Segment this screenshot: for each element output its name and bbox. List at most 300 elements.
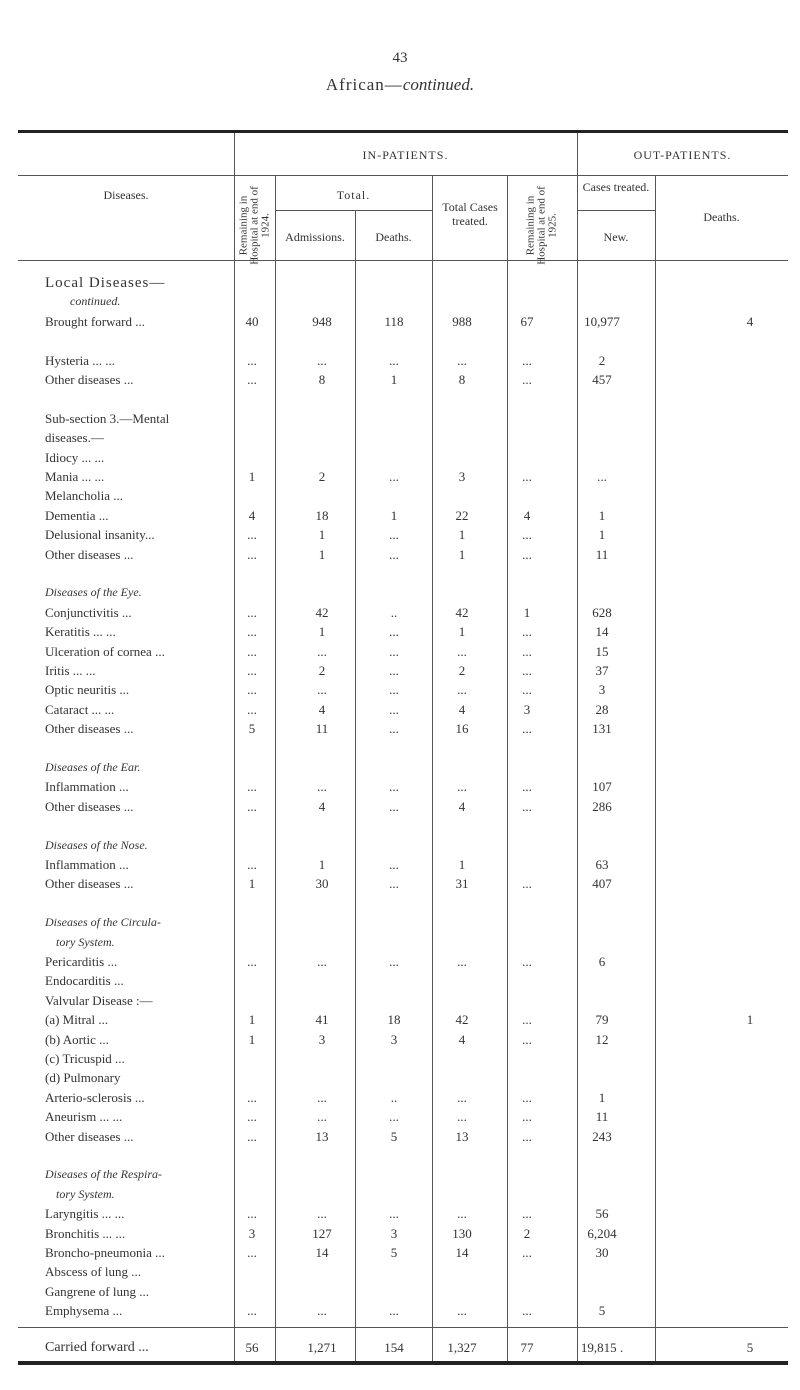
table-cell: ... bbox=[522, 682, 532, 698]
row-label: (c) Tricuspid ... bbox=[45, 1051, 125, 1066]
table-cell: 42 bbox=[455, 1012, 469, 1028]
table-row bbox=[0, 993, 800, 1013]
table-cell: ... bbox=[247, 372, 257, 387]
row-label: Inflammation ... bbox=[45, 779, 129, 795]
table-cell: ... bbox=[457, 1206, 467, 1222]
table-cell: 4 bbox=[458, 701, 466, 717]
table-cell: 118 bbox=[384, 313, 404, 329]
table-cell: 37 bbox=[595, 663, 609, 678]
table-cell: 30 bbox=[595, 1245, 609, 1260]
table-row bbox=[0, 430, 800, 450]
table-cell: 1 bbox=[390, 372, 398, 387]
table-cell: 1 bbox=[598, 1089, 606, 1105]
row-label: Other diseases ... bbox=[45, 1128, 134, 1144]
table-cell: 1 bbox=[458, 857, 466, 872]
table-row bbox=[0, 469, 800, 489]
table-cell: ... bbox=[247, 682, 257, 698]
table-cell: 12 bbox=[595, 1031, 609, 1047]
total-cell: 19,815 . bbox=[580, 1340, 624, 1355]
table-cell: ... bbox=[389, 546, 399, 562]
table-cell: ... bbox=[247, 1206, 257, 1222]
row-label: Diseases of the Nose. bbox=[45, 837, 148, 852]
table-cell: 4 bbox=[458, 1031, 466, 1047]
table-cell: 10,977 bbox=[584, 313, 620, 329]
table-cell: ... bbox=[247, 1128, 257, 1144]
remaining-1925-header: Remaining in Hospital at end of 1925. bbox=[524, 186, 559, 265]
table-cell: ... bbox=[597, 469, 607, 484]
row-label: Diseases of the Eye. bbox=[45, 585, 142, 600]
table-cell: ... bbox=[389, 1206, 399, 1222]
table-cell: ... bbox=[389, 954, 399, 969]
table-row bbox=[0, 741, 800, 761]
table-row bbox=[0, 333, 800, 353]
table-cell: ... bbox=[522, 1012, 532, 1028]
table-row bbox=[0, 818, 800, 838]
table-cell: 6,204 bbox=[587, 1225, 617, 1241]
row-label: Emphysema ... bbox=[45, 1303, 123, 1319]
table-cell: 1 bbox=[598, 507, 606, 523]
table-cell: ... bbox=[457, 1089, 467, 1105]
table-cell: ... bbox=[522, 352, 532, 368]
table-row bbox=[0, 314, 800, 334]
table-cell: ... bbox=[389, 663, 399, 678]
table-row bbox=[0, 663, 800, 683]
cases-subheader-divider bbox=[577, 210, 655, 211]
table-row bbox=[0, 682, 800, 702]
row-label: Broncho-pneumonia ... bbox=[45, 1245, 165, 1260]
table-cell: 42 bbox=[455, 604, 469, 620]
table-cell: 2 bbox=[598, 352, 606, 368]
table-cell: ... bbox=[522, 643, 532, 659]
row-label: Pericarditis ... bbox=[45, 954, 118, 969]
table-cell: ... bbox=[389, 643, 399, 659]
table-cell: 6 bbox=[598, 954, 606, 969]
table-cell: ... bbox=[389, 876, 399, 892]
table-cell: 1 bbox=[318, 527, 326, 543]
row-label: Sub-section 3.—Mental bbox=[45, 410, 170, 426]
table-cell: 407 bbox=[592, 876, 612, 892]
row-label: Other diseases ... bbox=[45, 372, 134, 387]
table-cell: 1 bbox=[318, 546, 326, 562]
total-cases-treated-header: Total Cases treated. bbox=[442, 200, 498, 228]
table-row bbox=[0, 838, 800, 858]
row-label: Diseases of the Ear. bbox=[45, 760, 141, 774]
table-cell: 3 bbox=[390, 1031, 398, 1047]
table-cell: 3 bbox=[458, 469, 466, 484]
table-cell: 31 bbox=[455, 876, 469, 892]
table-cell: ... bbox=[247, 546, 257, 562]
table-cell: ... bbox=[522, 954, 532, 969]
table-cell: ... bbox=[317, 779, 327, 795]
table-cell: 3 bbox=[318, 1031, 326, 1047]
table-cell: ... bbox=[247, 1089, 257, 1105]
table-cell: 30 bbox=[315, 876, 329, 892]
table-row bbox=[0, 876, 800, 896]
table-row bbox=[0, 1206, 800, 1226]
table-cell: ... bbox=[522, 876, 532, 892]
total-cell: 5 bbox=[746, 1340, 754, 1355]
row-label: Hysteria ... ... bbox=[45, 352, 116, 368]
cases-treated-header: Cases treated. bbox=[582, 180, 650, 194]
row-label: Idiocy ... ... bbox=[45, 449, 105, 465]
bottom-rule bbox=[18, 1361, 788, 1365]
deaths-header: Deaths. bbox=[375, 230, 412, 244]
table-cell: ... bbox=[522, 469, 532, 484]
table-cell: 1 bbox=[318, 857, 326, 872]
row-label: Dementia ... bbox=[45, 507, 109, 523]
table-row bbox=[0, 1226, 800, 1246]
table-cell: ... bbox=[522, 721, 532, 737]
table-cell: ... bbox=[389, 857, 399, 872]
row-label: Conjunctivitis ... bbox=[45, 604, 132, 620]
table-cell: 14 bbox=[595, 624, 609, 640]
table-row bbox=[0, 294, 800, 314]
row-label: Valvular Disease :— bbox=[45, 992, 153, 1008]
admissions-header: Admissions. bbox=[285, 230, 345, 244]
table-cell: ... bbox=[457, 682, 467, 698]
table-cell: 1 bbox=[390, 507, 398, 523]
total-header: Total. bbox=[336, 188, 371, 202]
table-cell: ... bbox=[522, 1109, 532, 1125]
table-row bbox=[0, 547, 800, 567]
row-label: Mania ... ... bbox=[45, 469, 105, 484]
table-row bbox=[0, 1051, 800, 1071]
table-cell: ... bbox=[247, 352, 257, 368]
total-cell: 1,271 bbox=[307, 1340, 337, 1355]
table-cell: 1 bbox=[248, 1031, 256, 1047]
table-cell: ... bbox=[247, 604, 257, 620]
table-cell: ... bbox=[389, 779, 399, 795]
total-cell: 56 bbox=[245, 1340, 259, 1355]
table-row bbox=[0, 1167, 800, 1187]
table-row bbox=[0, 1264, 800, 1284]
table-cell: 5 bbox=[390, 1128, 398, 1144]
table-cell: 4 bbox=[248, 507, 256, 523]
table-cell: 131 bbox=[592, 721, 612, 737]
table-cell: ... bbox=[522, 1303, 532, 1319]
table-cell: ... bbox=[522, 624, 532, 640]
table-row bbox=[0, 1187, 800, 1207]
row-label: Bronchitis ... ... bbox=[45, 1225, 126, 1241]
table-cell: 5 bbox=[598, 1303, 606, 1319]
table-cell: ... bbox=[522, 663, 532, 678]
table-cell: 40 bbox=[245, 313, 259, 329]
table-cell: 18 bbox=[315, 507, 329, 523]
row-label: diseases.— bbox=[45, 430, 104, 446]
table-cell: 41 bbox=[315, 1012, 329, 1028]
table-cell: ... bbox=[389, 721, 399, 737]
row-label: continued. bbox=[70, 294, 121, 309]
table-cell: 5 bbox=[248, 721, 256, 737]
table-row bbox=[0, 857, 800, 877]
table-cell: ... bbox=[522, 1206, 532, 1222]
in-patients-header: IN-PATIENTS. bbox=[362, 148, 449, 162]
table-cell: 3 bbox=[523, 701, 531, 717]
table-cell: ... bbox=[522, 546, 532, 562]
table-cell: ... bbox=[247, 663, 257, 678]
table-cell: 127 bbox=[312, 1225, 332, 1241]
row-label: tory System. bbox=[56, 1186, 115, 1201]
table-cell: 4 bbox=[746, 313, 754, 329]
total-cell: 154 bbox=[384, 1340, 404, 1355]
table-cell: .. bbox=[390, 604, 398, 620]
table-cell: ... bbox=[389, 352, 399, 368]
title-main: African— bbox=[325, 75, 403, 94]
table-cell: ... bbox=[389, 469, 399, 484]
table-cell: 130 bbox=[452, 1225, 472, 1241]
table-cell: ... bbox=[247, 1303, 257, 1319]
table-cell: 11 bbox=[595, 546, 609, 562]
table-cell: 5 bbox=[390, 1245, 398, 1260]
table-row bbox=[0, 1109, 800, 1129]
table-cell: ... bbox=[317, 954, 327, 969]
total-cell: 1,327 bbox=[447, 1340, 477, 1355]
table-cell: 79 bbox=[595, 1012, 609, 1028]
table-cell: 14 bbox=[455, 1245, 469, 1260]
table-row bbox=[0, 353, 800, 373]
row-label: Arterio-sclerosis ... bbox=[45, 1089, 145, 1105]
table-cell: ... bbox=[522, 527, 532, 543]
table-cell: ... bbox=[317, 643, 327, 659]
table-cell: 628 bbox=[592, 604, 612, 620]
table-row bbox=[0, 1129, 800, 1149]
total-row bbox=[0, 1340, 800, 1360]
total-row-rule bbox=[18, 1327, 788, 1328]
table-cell: ... bbox=[247, 527, 257, 543]
table-cell: 15 bbox=[595, 643, 609, 659]
total-cell: 77 bbox=[520, 1340, 534, 1355]
row-label: Diseases of the Respira- bbox=[45, 1167, 162, 1182]
table-row bbox=[0, 1303, 800, 1323]
table-row bbox=[0, 915, 800, 935]
table-row bbox=[0, 760, 800, 780]
table-cell: 11 bbox=[595, 1109, 609, 1125]
table-cell: 1 bbox=[458, 527, 466, 543]
table-row bbox=[0, 566, 800, 586]
table-row bbox=[0, 779, 800, 799]
table-cell: 988 bbox=[452, 313, 472, 329]
row-label: Melancholia ... bbox=[45, 488, 123, 504]
row-label: Local Diseases— bbox=[45, 275, 166, 291]
table-row bbox=[0, 1012, 800, 1032]
table-cell: 286 bbox=[592, 798, 612, 814]
table-row bbox=[0, 1245, 800, 1265]
table-cell: 63 bbox=[595, 857, 609, 872]
row-label: tory System. bbox=[56, 934, 115, 949]
table-cell: ... bbox=[389, 527, 399, 543]
table-cell: 1 bbox=[248, 469, 256, 484]
table-cell: ... bbox=[247, 954, 257, 969]
row-label: Aneurism ... ... bbox=[45, 1109, 123, 1125]
header-bottom-rule bbox=[18, 260, 788, 261]
table-cell: .. bbox=[390, 1089, 398, 1105]
table-cell: 18 bbox=[387, 1012, 401, 1028]
table-cell: ... bbox=[522, 1245, 532, 1260]
table-row bbox=[0, 624, 800, 644]
table-cell: 4 bbox=[318, 701, 326, 717]
table-row bbox=[0, 585, 800, 605]
table-cell: ... bbox=[522, 1089, 532, 1105]
row-label: Ulceration of cornea ... bbox=[45, 643, 165, 659]
table-cell: 28 bbox=[595, 701, 609, 717]
table-row bbox=[0, 973, 800, 993]
table-row bbox=[0, 1284, 800, 1304]
total-subheader-divider bbox=[275, 210, 432, 211]
row-label: Laryngitis ... ... bbox=[45, 1206, 125, 1222]
row-label: (d) Pulmonary bbox=[45, 1070, 121, 1086]
table-cell: 8 bbox=[458, 372, 466, 387]
table-row bbox=[0, 954, 800, 974]
table-row bbox=[0, 450, 800, 470]
table-row bbox=[0, 799, 800, 819]
table-cell: ... bbox=[389, 624, 399, 640]
table-cell: 4 bbox=[458, 798, 466, 814]
total-row-label: Carried forward ... bbox=[45, 1340, 149, 1355]
table-cell: 1 bbox=[248, 1012, 256, 1028]
table-cell: ... bbox=[389, 1109, 399, 1125]
table-cell: ... bbox=[247, 643, 257, 659]
table-row bbox=[0, 411, 800, 431]
table-cell: 948 bbox=[312, 313, 332, 329]
table-cell: 13 bbox=[315, 1128, 329, 1144]
table-row bbox=[0, 721, 800, 741]
table-cell: 1 bbox=[248, 876, 256, 892]
table-cell: 11 bbox=[315, 721, 329, 737]
table-cell: 3 bbox=[390, 1225, 398, 1241]
out-deaths-header: Deaths. bbox=[703, 210, 740, 224]
table-cell: ... bbox=[317, 682, 327, 698]
table-cell: ... bbox=[457, 1303, 467, 1319]
table-cell: 2 bbox=[458, 663, 466, 678]
table-cell: 243 bbox=[592, 1128, 612, 1144]
row-label: (b) Aortic ... bbox=[45, 1031, 109, 1047]
table-row bbox=[0, 702, 800, 722]
table-cell: 2 bbox=[523, 1225, 531, 1241]
title-italic: continued. bbox=[402, 75, 475, 94]
table-row bbox=[0, 508, 800, 528]
top-rule bbox=[18, 130, 788, 133]
table-row bbox=[0, 1032, 800, 1052]
table-cell: 3 bbox=[248, 1225, 256, 1241]
row-label: Other diseases ... bbox=[45, 546, 134, 562]
table-cell: ... bbox=[457, 352, 467, 368]
table-cell: ... bbox=[317, 1303, 327, 1319]
table-cell: ... bbox=[389, 682, 399, 698]
table-cell: ... bbox=[247, 798, 257, 814]
out-patients-header: OUT-PATIENTS. bbox=[633, 148, 732, 162]
table-cell: ... bbox=[522, 372, 532, 387]
row-label: Other diseases ... bbox=[45, 721, 134, 737]
row-label: Inflammation ... bbox=[45, 857, 129, 872]
table-cell: ... bbox=[247, 1109, 257, 1125]
row-label: Gangrene of lung ... bbox=[45, 1283, 149, 1299]
table-row bbox=[0, 527, 800, 547]
table-cell: ... bbox=[317, 352, 327, 368]
table-cell: ... bbox=[522, 1031, 532, 1047]
table-cell: 2 bbox=[318, 663, 326, 678]
diseases-header: Diseases. bbox=[103, 188, 149, 202]
row-label: Endocarditis ... bbox=[45, 973, 124, 989]
table-cell: 1 bbox=[523, 604, 531, 620]
table-cell: 1 bbox=[318, 624, 326, 640]
table-cell: 107 bbox=[592, 779, 612, 795]
table-cell: 1 bbox=[598, 527, 606, 543]
new-header: New. bbox=[603, 230, 629, 244]
table-row bbox=[0, 391, 800, 411]
table-cell: 56 bbox=[595, 1206, 609, 1222]
row-label: Iritis ... ... bbox=[45, 663, 96, 678]
table-row bbox=[0, 1090, 800, 1110]
table-cell: 1 bbox=[458, 546, 466, 562]
page-title bbox=[0, 75, 800, 95]
table-cell: 8 bbox=[318, 372, 326, 387]
table-cell: ... bbox=[247, 779, 257, 795]
table-row bbox=[0, 1070, 800, 1090]
table-cell: 1 bbox=[458, 624, 466, 640]
table-cell: 3 bbox=[598, 682, 606, 698]
table-cell: 16 bbox=[455, 721, 469, 737]
remaining-1924-header: Remaining in Hospital at end of 1924. bbox=[237, 186, 272, 265]
table-cell: 22 bbox=[455, 507, 469, 523]
table-row bbox=[0, 935, 800, 955]
table-cell: ... bbox=[247, 624, 257, 640]
table-cell: ... bbox=[317, 1206, 327, 1222]
table-cell: ... bbox=[247, 701, 257, 717]
table-cell: 13 bbox=[455, 1128, 469, 1144]
row-label: Optic neuritis ... bbox=[45, 682, 130, 698]
table-cell: 1 bbox=[746, 1012, 754, 1028]
table-cell: ... bbox=[389, 701, 399, 717]
table-cell: ... bbox=[457, 1109, 467, 1125]
row-label: (a) Mitral ... bbox=[45, 1012, 109, 1028]
table-cell: ... bbox=[522, 1128, 532, 1144]
row-label: Other diseases ... bbox=[45, 876, 134, 892]
page-number: 43 bbox=[392, 50, 408, 66]
table-cell: ... bbox=[247, 857, 257, 872]
table-row bbox=[0, 275, 800, 295]
table-cell: ... bbox=[389, 798, 399, 814]
row-label: Diseases of the Circula- bbox=[45, 915, 161, 930]
table-cell: ... bbox=[317, 1109, 327, 1125]
table-cell: ... bbox=[457, 954, 467, 969]
row-label: Abscess of lung ... bbox=[45, 1264, 142, 1280]
table-cell: 4 bbox=[318, 798, 326, 814]
table-cell: 4 bbox=[523, 507, 531, 523]
table-cell: ... bbox=[317, 1089, 327, 1105]
table-cell: 2 bbox=[318, 469, 326, 484]
table-cell: ... bbox=[457, 779, 467, 795]
table-row bbox=[0, 488, 800, 508]
table-cell: ... bbox=[389, 1303, 399, 1319]
table-cell: ... bbox=[457, 643, 467, 659]
table-cell: ... bbox=[522, 779, 532, 795]
row-label: Cataract ... ... bbox=[45, 701, 115, 717]
table-cell: 457 bbox=[592, 372, 612, 387]
header-divider bbox=[18, 175, 788, 176]
table-row bbox=[0, 896, 800, 916]
table-row bbox=[0, 1148, 800, 1168]
table-cell: ... bbox=[522, 798, 532, 814]
row-label: Delusional insanity... bbox=[45, 527, 155, 543]
row-label: Keratitis ... ... bbox=[45, 624, 116, 640]
table-row bbox=[0, 644, 800, 664]
table-row bbox=[0, 372, 800, 392]
table-cell: ... bbox=[247, 1245, 257, 1260]
table-cell: 67 bbox=[520, 313, 534, 329]
row-label: Other diseases ... bbox=[45, 798, 134, 814]
table-cell: 14 bbox=[315, 1245, 329, 1260]
row-label: Brought forward ... bbox=[45, 313, 146, 329]
